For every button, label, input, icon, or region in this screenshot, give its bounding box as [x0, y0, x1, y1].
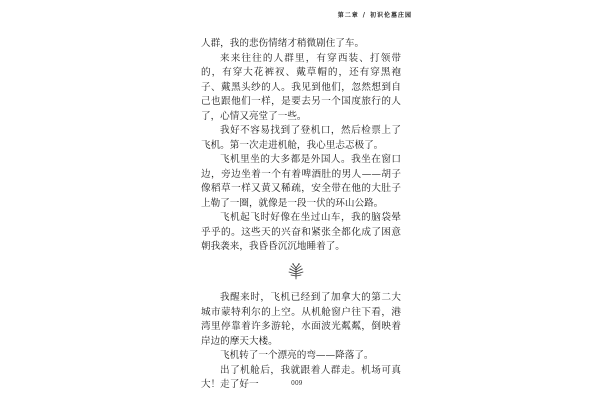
page-number: 009 — [291, 380, 303, 387]
paragraph: 飞机起飞时好像在坐过山车，我的脑袋晕乎乎的。这些天的兴奋和紧张全都化成了困意朝我袭来，我昏昏沉沉地睡着了。 — [201, 212, 401, 252]
paragraph: 我好不容易找到了登机口，然后检票上了飞机。第一次走进机舱，我心里忐忑极了。 — [201, 125, 401, 151]
running-header — [338, 10, 412, 19]
paragraph: 我醒来时，飞机已经到了加拿大的第二大城市蒙特利尔的上空。从机舱窗户往下看，港湾里停靠着许多游轮，水面波光粼粼，倒映着岸边的摩天大楼。 — [201, 292, 401, 347]
header-chapter: 第二章 — [337, 12, 359, 19]
paragraph: 飞机转了一个漂亮的弯——降落了。 — [220, 350, 374, 361]
header-title: 初识伦墓庄园 — [369, 12, 412, 19]
paragraph: 人群，我的悲伤情绪才稍微剧住了车。 — [201, 38, 365, 49]
header-separator: / — [362, 12, 366, 19]
paragraph: 飞机里坐的大多都是外国人。我坐在窗口边，旁边坐着一个有着啤酒肚的男人——胡子像稻草一样又黄又稀疏，安全带在他的大肚子上勒了一圈，就像是一段一伏的环山公路。 — [201, 154, 401, 209]
text-block-part-one — [201, 37, 401, 255]
paragraph: 来来往往的人群里，有穿西装、打领带的，有穿大花裤衩、戴草帽的，还有穿黑袍子、戴黑头纱的人。我见到他们，忽然想到自己也跟他们一样，是要去另一个国度旅行的人了，心情又亮堂了一些。 — [201, 52, 401, 122]
text-block-part-two — [201, 291, 401, 393]
leaf-ornament-icon — [286, 262, 306, 280]
paragraph: 出了机舱后，我就跟着人群走。机场可真大！走了好一 — [201, 364, 401, 390]
